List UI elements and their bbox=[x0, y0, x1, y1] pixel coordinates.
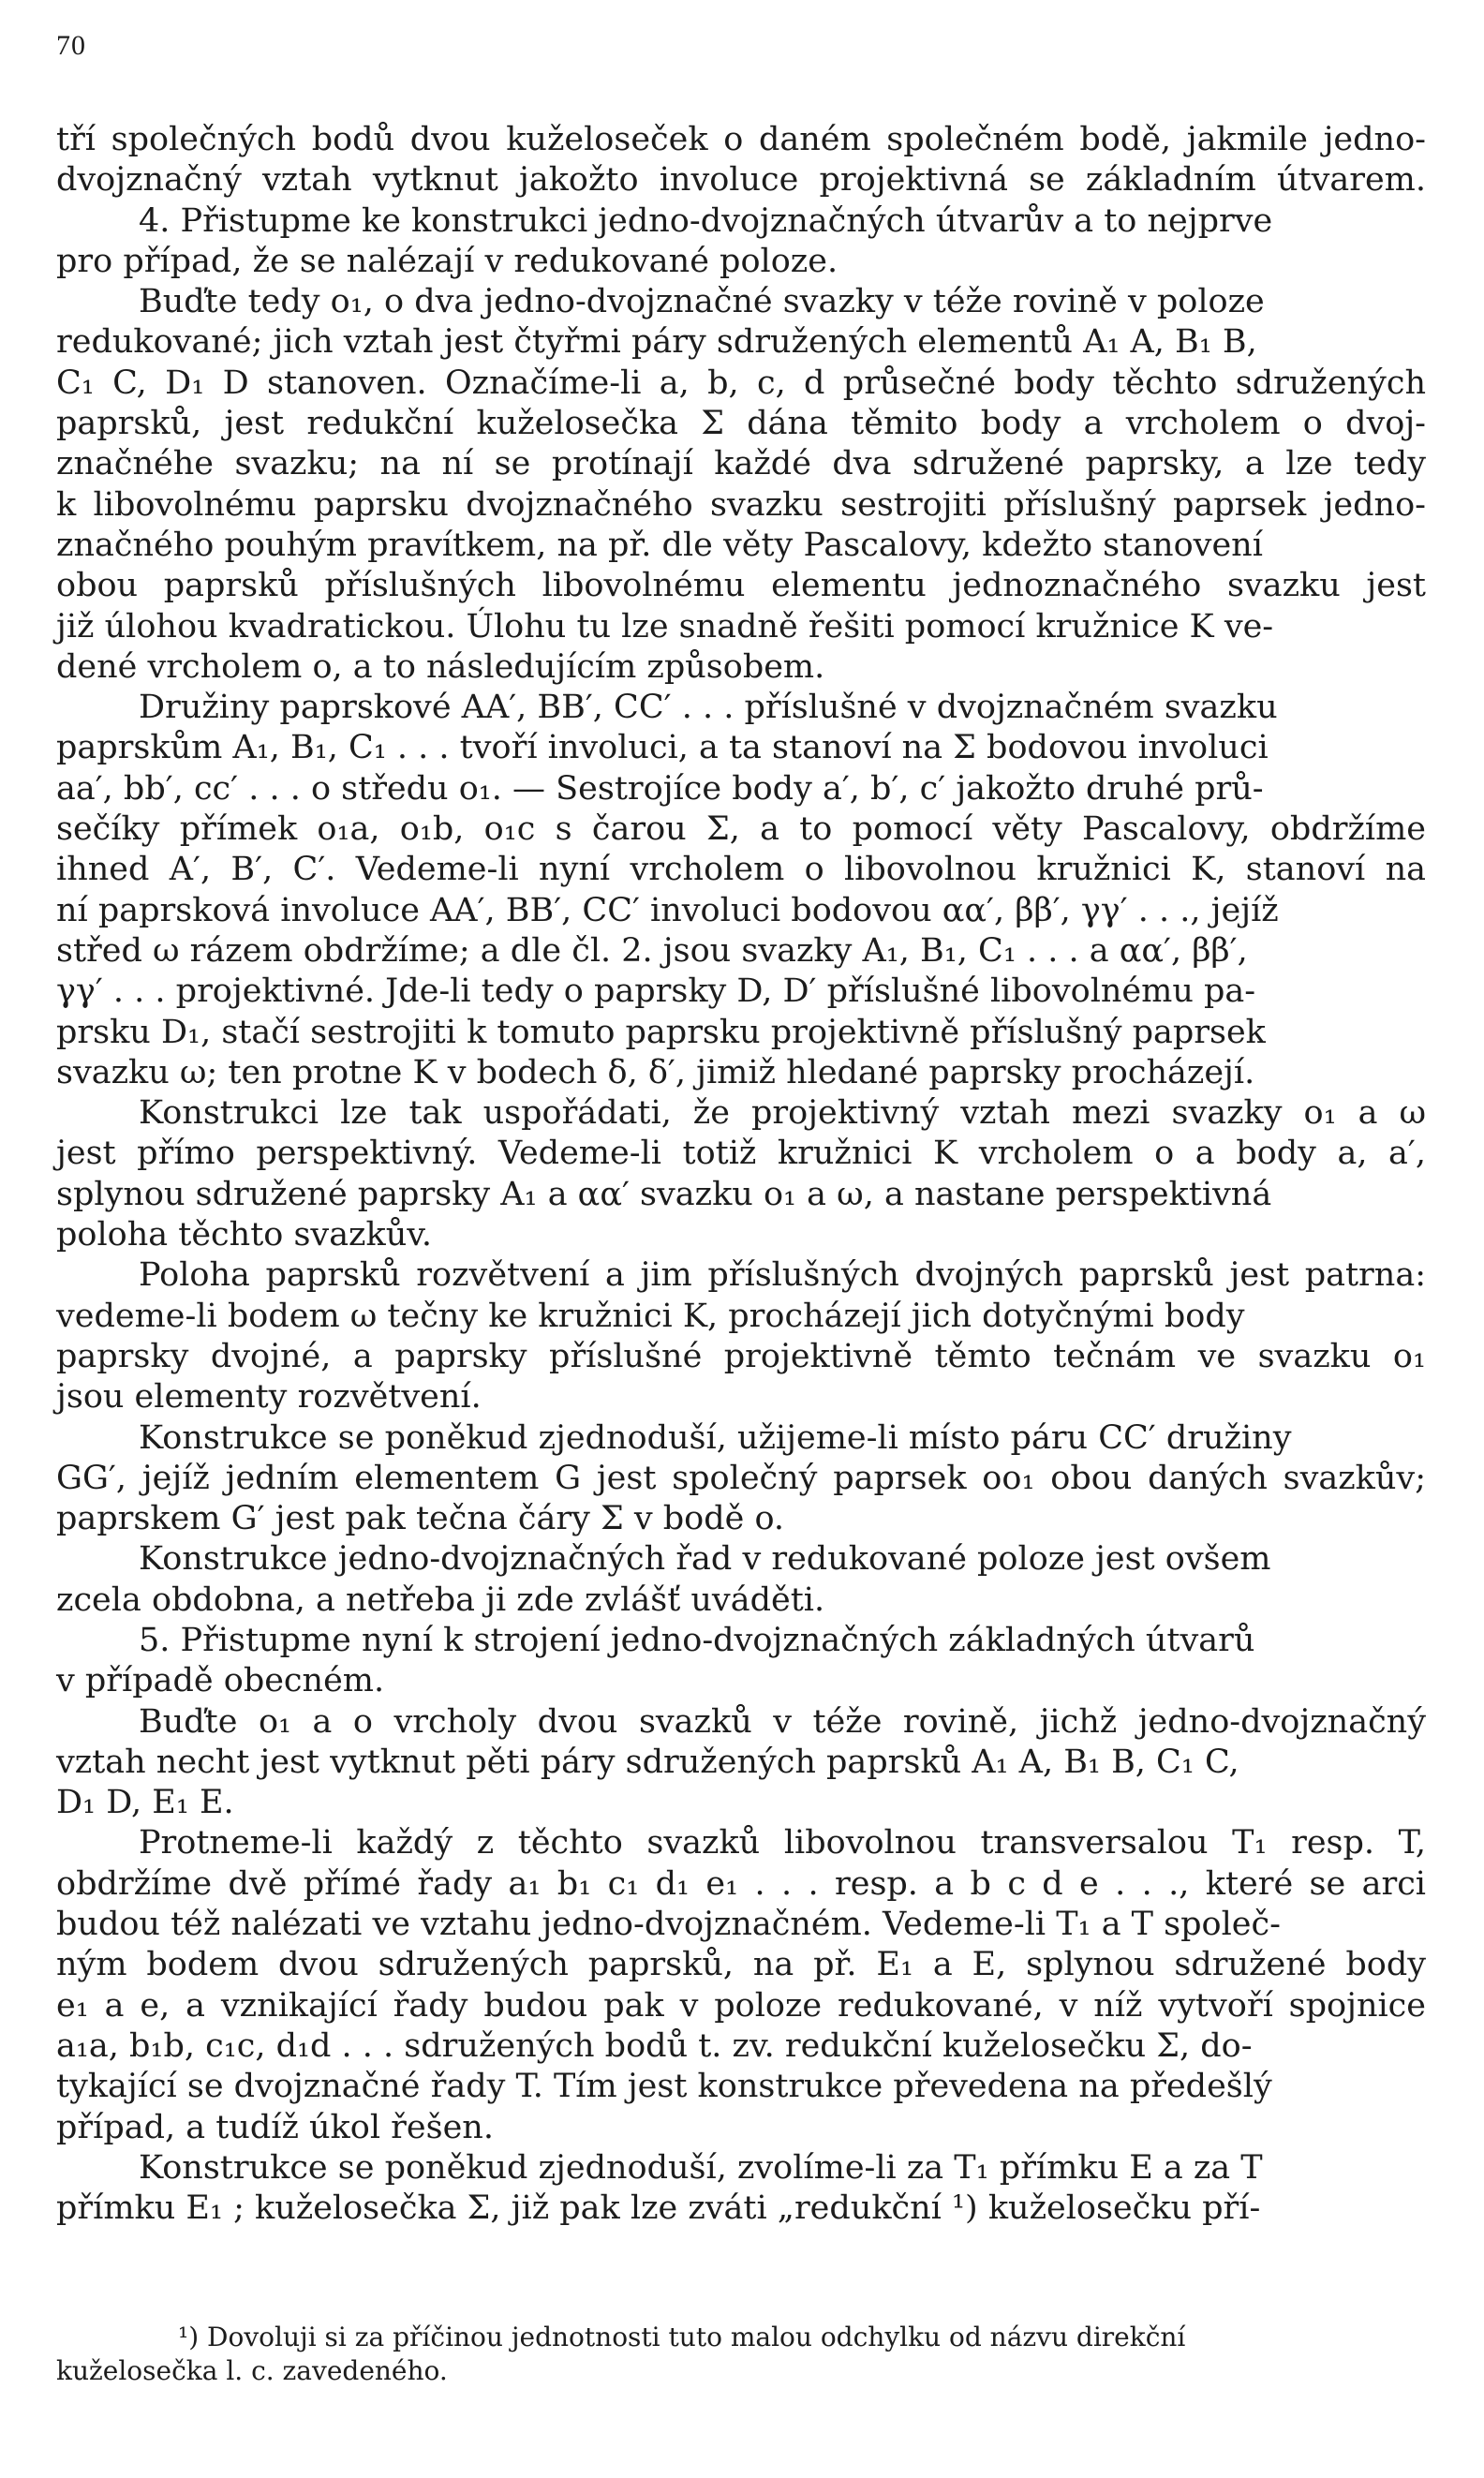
text-line: Konstrukci lze tak uspořádati, že projektivný vztah mezi svazky o₁ a ω bbox=[139, 1094, 1426, 1133]
text-line: budou též nalézati ve vztahu jedno-dvojznačném. Vedeme-li T₁ a T společ- bbox=[56, 1906, 1281, 1944]
text-line: Družiny paprskové AA′, BB′, CC′ . . . příslušné v dvojznačném svazku bbox=[139, 689, 1278, 727]
text-line: 4. Přistupme ke konstrukci jedno-dvojznačných útvarův a to nejprve bbox=[139, 201, 1273, 240]
text-line: Buďte o₁ a o vrcholy dvou svazků v téže rovině, jichž jedno-dvojznačný bbox=[139, 1702, 1426, 1741]
text-line: značného pouhým pravítkem, na př. dle věty Pascalovy, kdežto stanovení bbox=[56, 526, 1263, 564]
text-line: vedeme-li bodem ω tečny ke kružnici K, procházejí jich dotyčnými body bbox=[56, 1297, 1245, 1335]
text-line: a₁a, b₁b, c₁c, d₁d . . . sdružených bodů t. zv. redukční kuželosečku Σ, do- bbox=[56, 2026, 1253, 2065]
page-number: 70 bbox=[56, 30, 86, 61]
text-line: γγ′ . . . projektivné. Jde-li tedy o paprsky D, D′ příslušné libovolnému pa- bbox=[56, 972, 1256, 1011]
text-line: D₁ D, E₁ E. bbox=[56, 1784, 234, 1822]
text-line: splynou sdružené paprsky A₁ a αα′ svazku o₁ a ω, a nastane perspektivná bbox=[56, 1175, 1272, 1213]
text-line: obou paprsků příslušných libovolnému elementu jednoznačného svazku jest bbox=[56, 567, 1426, 605]
text-line: prsku D₁, stačí sestrojiti k tomuto paprsku projektivně příslušný paprsek bbox=[56, 1013, 1266, 1051]
text-line: vztah necht jest vytknut pěti páry sdružených paprsků A₁ A, B₁ B, C₁ C, bbox=[56, 1743, 1239, 1781]
text-line: k libovolnému paprsku dvojznačného svazku sestrojiti příslušný paprsek jedno- bbox=[56, 485, 1426, 524]
text-line: přímku E₁ ; kuželosečka Σ, již pak lze zváti „redukční ¹) kuželosečku pří- bbox=[56, 2189, 1261, 2228]
text-line: zcela obdobna, a netřeba ji zde zvlášť uváděti. bbox=[56, 1580, 825, 1619]
text-line: v případě obecném. bbox=[56, 1662, 385, 1700]
text-line: ihned A′, B′, C′. Vedeme-li nyní vrcholem o libovolnou kružnici K, stanoví na bbox=[56, 851, 1426, 889]
text-line: e₁ a e, a vznikající řady budou pak v poloze redukované, v níž vytvoří spojnice bbox=[56, 1986, 1426, 2025]
text-line: poloha těchto svazkův. bbox=[56, 1216, 432, 1254]
text-line: jest přímo perspektivný. Vedeme-li totiž kružnici K vrcholem o a body a, a′, bbox=[56, 1135, 1426, 1173]
text-line: ným bodem dvou sdružených paprsků, na př. E₁ a E, splynou sdružené body bbox=[56, 1946, 1426, 1984]
text-line: paprsků, jest redukční kuželosečka Σ dána těmito body a vrcholem o dvoj- bbox=[56, 405, 1426, 443]
text-line: 5. Přistupme nyní k strojení jedno-dvojznačných základných útvarů bbox=[139, 1621, 1255, 1659]
text-line: C₁ C, D₁ D stanoven. Označíme-li a, b, c, d průsečné body těchto sdružených bbox=[56, 364, 1426, 402]
text-line: jsou elementy rozvětvení. bbox=[56, 1378, 482, 1417]
text-line: již úlohou kvadratickou. Úlohu tu lze snadně řešiti pomocí kružnice K ve- bbox=[56, 607, 1274, 645]
text-line: sečíky přímek o₁a, o₁b, o₁c s čarou Σ, a to pomocí věty Pascalovy, obdržíme bbox=[56, 810, 1426, 849]
text-line: Konstrukce se poněkud zjednoduší, užijeme-li místo páru CC′ družiny bbox=[139, 1418, 1292, 1457]
text-line: Konstrukce jedno-dvojznačných řad v redukované poloze jest ovšem bbox=[139, 1540, 1271, 1579]
text-line: paprskům A₁, B₁, C₁ . . . tvoří involuci, a ta stanoví na Σ bodovou involuci bbox=[56, 729, 1269, 767]
text-line: Konstrukce se poněkud zjednoduší, zvolíme-li za T₁ přímku E a za T bbox=[139, 2148, 1263, 2187]
text-line: případ, a tudíž úkol řešen. bbox=[56, 2108, 494, 2146]
text-line: GG′, jejíž jedním elementem G jest společný paprsek oo₁ obou daných svazkův; bbox=[56, 1459, 1426, 1497]
text-line: Buďte tedy o₁, o dva jedno-dvojznačné svazky v téže rovině v poloze bbox=[139, 283, 1265, 321]
text-line: paprsky dvojné, a paprsky příslušné projektivně těmto tečnám ve svazku o₁ bbox=[56, 1337, 1426, 1375]
text-line: obdržíme dvě přímé řady a₁ b₁ c₁ d₁ e₁ . . . resp. a b c d e . . ., které se arci bbox=[56, 1864, 1426, 1903]
footnote bbox=[56, 2321, 1426, 2388]
text-line: tří společných bodů dvou kuželoseček o daném společném bodě, jakmile jedno- bbox=[56, 121, 1426, 158]
text-line: svazku ω; ten protne K v bodech δ, δ′, jimiž hledané paprsky procházejí. bbox=[56, 1053, 1255, 1091]
text-line: redukované; jich vztah jest čtyřmi páry sdružených elementů A₁ A, B₁ B, bbox=[56, 323, 1257, 362]
text-line: tykající se dvojznačné řady T. Tím jest konstrukce převedena na předešlý bbox=[56, 2068, 1272, 2106]
text-line: Poloha paprsků rozvětvení a jim příslušných dvojných paprsků jest patrna: bbox=[139, 1256, 1426, 1295]
text-line: Protneme-li každý z těchto svazků libovolnou transversalou T₁ resp. T, bbox=[139, 1824, 1426, 1862]
body-text bbox=[56, 120, 1426, 2229]
footnote-line: ¹) Dovoluji si za příčinou jednotnosti tuto malou odchylku od názvu direkční bbox=[178, 2322, 1186, 2352]
text-line: střed ω rázem obdržíme; a dle čl. 2. jsou svazky A₁, B₁, C₁ . . . a αα′, ββ′, bbox=[56, 931, 1248, 970]
text-line: ní paprsková involuce AA′, BB′, CC′ involuci bodovou αα′, ββ′, γγ′ . . ., jejíž bbox=[56, 891, 1279, 929]
footnote-line: kuželosečka l. c. zavedeného. bbox=[56, 2355, 448, 2386]
text-line: paprskem G′ jest pak tečna čáry Σ v bodě o. bbox=[56, 1500, 785, 1538]
text-line: značnéhe svazku; na ní se protínají každé dva sdružené paprsky, a lze tedy bbox=[56, 445, 1426, 483]
text-line: dené vrcholem o, a to následujícím způsobem. bbox=[56, 647, 825, 686]
text-line: aa′, bb′, cc′ . . . o středu o₁. — Sestrojíce body a′, b′, c′ jakožto druhé prů- bbox=[56, 769, 1264, 808]
text-line: dvojznačný vztah vytknut jakožto involuce projektivná se základním útvarem. bbox=[56, 161, 1426, 200]
text-line: pro případ, že se nalézají v redukované poloze. bbox=[56, 242, 838, 280]
